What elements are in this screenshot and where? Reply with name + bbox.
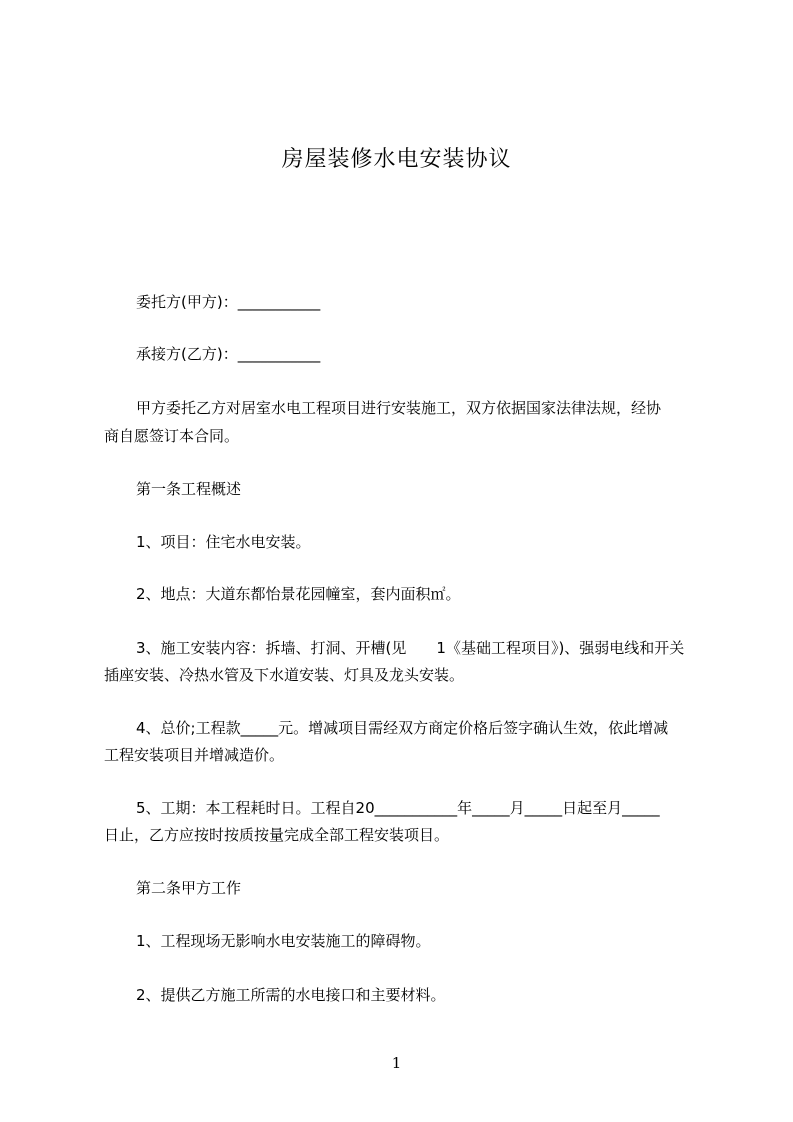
section-2-heading: 第二条甲方工作 bbox=[136, 879, 242, 897]
section-1-heading: 第一条工程概述 bbox=[136, 480, 242, 498]
party-a-line: 委托方(甲方)：___________ bbox=[136, 293, 321, 311]
section-2-item-1: 1、工程现场无影响水电安装施工的障碍物。 bbox=[136, 932, 431, 950]
section-1-item-2: 2、地点：大道东都怡景花园幢室，套内面积㎡。 bbox=[136, 585, 461, 603]
party-b-line: 承接方(乙方)：___________ bbox=[136, 345, 321, 363]
section-1-item-3-line-1: 3、施工安装内容：拆墙、打洞、开槽(见 1《基础工程项目》)、强弱电线和开关 bbox=[136, 639, 685, 657]
intro-paragraph-line-2: 商自愿签订本合同。 bbox=[104, 427, 240, 445]
section-1-item-5-line-1: 5、工期：本工程耗时日。工程自20___________年_____月_____日起至月_____ bbox=[136, 799, 660, 817]
section-1-item-5-line-2: 日止，乙方应按时按质按量完成全部工程安装项目。 bbox=[104, 826, 450, 844]
page-number: 1 bbox=[391, 1054, 402, 1072]
section-1-item-4-line-1: 4、总价;工程款_____元。增减项目需经双方商定价格后签字确认生效，依此增减 bbox=[136, 719, 669, 737]
document-title: 房屋装修水电安装协议 bbox=[281, 147, 512, 172]
section-1-item-1: 1、项目：住宅水电安装。 bbox=[136, 533, 311, 551]
section-1-item-4-line-2: 工程安装项目并增减造价。 bbox=[104, 746, 285, 764]
section-1-item-3-line-2: 插座安装、冷热水管及下水道安装、灯具及龙头安装。 bbox=[104, 666, 465, 684]
section-2-item-2: 2、提供乙方施工所需的水电接口和主要材料。 bbox=[136, 986, 446, 1004]
intro-paragraph-line-1: 甲方委托乙方对居室水电工程项目进行安装施工，双方依据国家法律法规，经协 bbox=[136, 399, 662, 417]
